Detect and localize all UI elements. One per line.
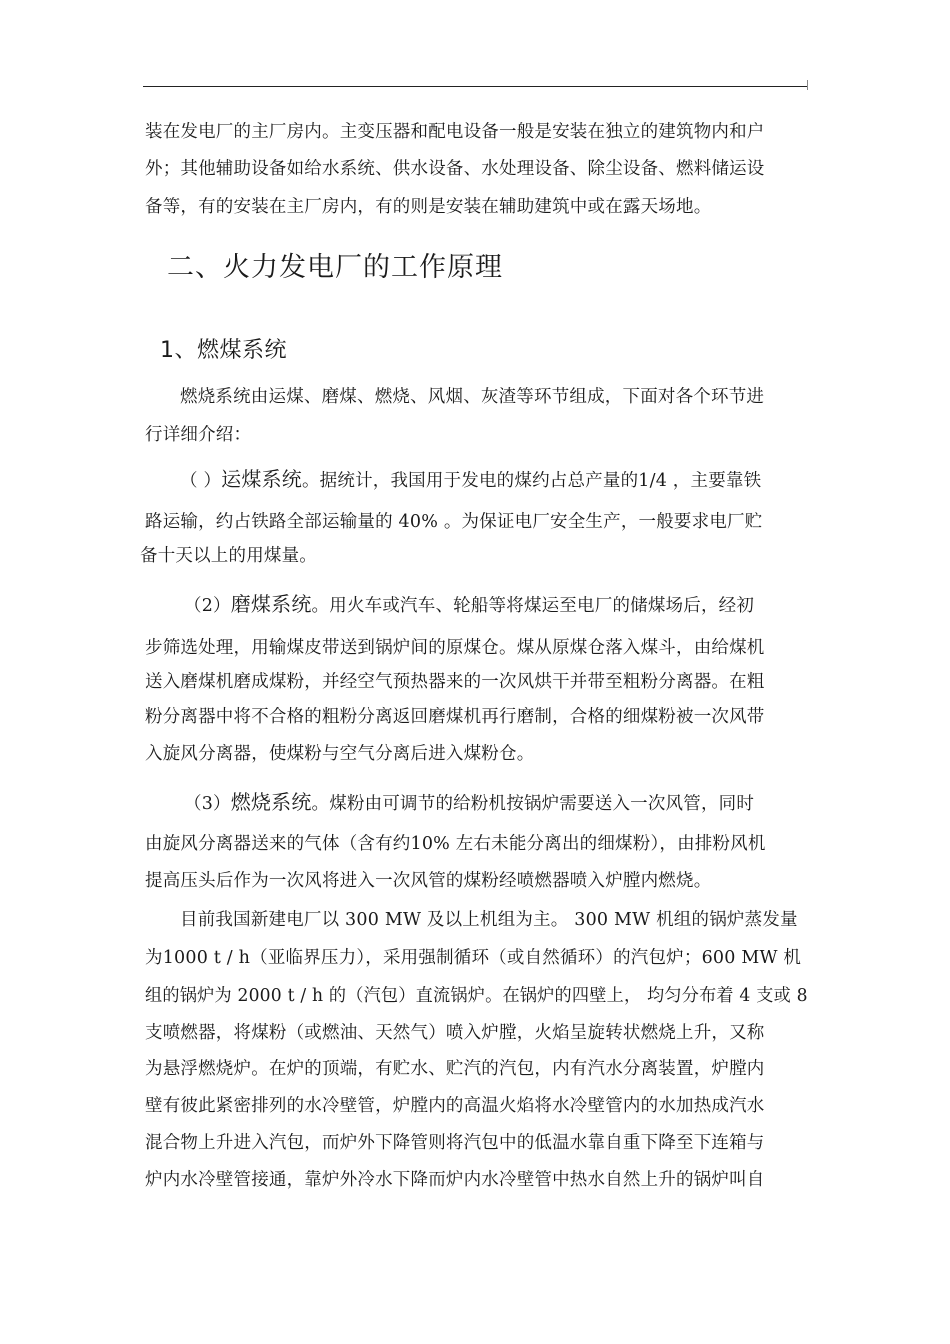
text-line: 行详细介绍： [145,425,252,445]
text-line: 步筛选处理，用输煤皮带送到锅炉间的原煤仓。煤从原煤仓落入煤斗，由给煤机 [145,638,765,658]
text-line: 壁有彼此紧密排列的水冷壁管，炉膛内的高温火焰将水冷壁管内的水加热成汽水 [145,1096,765,1116]
text-line: 炉内水冷壁管接通，靠炉外冷水下降而炉内水冷壁管中热水自然上升的锅炉叫自 [145,1170,765,1190]
text-line: 混合物上升进入汽包，而炉外下降管则将汽包中的低温水靠自重下降至下连箱与 [145,1133,765,1153]
header-corner-mark [807,80,808,90]
text-line: 为1000 t / h（亚临界压力），采用强制循环（或自然循环）的汽包炉；600 MW 机 [145,948,802,968]
list-number: （ ） [180,471,222,491]
list-number: （2） [184,596,231,616]
text-line: 装在发电厂的主厂房内。主变压器和配电设备一般是安装在独立的建筑物内和户 [145,122,765,142]
section-heading: 二、火力发电厂的工作原理 [167,252,503,283]
term-highlight: 运煤系统 [221,467,302,491]
text-line: 备等，有的安装在主厂房内，有的则是安装在辅助建筑中或在露天场地。 [145,197,712,217]
text-line: 提高压头后作为一次风将进入一次风管的煤粉经喷燃器喷入炉膛内燃烧。 [145,871,712,891]
text-line: 燃烧系统由运煤、磨煤、燃烧、风烟、灰渣等环节组成，下面对各个环节进 [180,387,765,407]
text-span: 。用火车或汽车、轮船等将煤运至电厂的储煤场后，经初 [311,596,755,616]
list-number: （3） [184,794,231,814]
text-line: 外；其他辅助设备如给水系统、供水设备、水处理设备、除尘设备、燃料储运设 [145,159,765,179]
term-highlight: 燃烧系统 [230,790,312,814]
text-span: 。据统计，我国用于发电的煤约占总产量的1/4 ，主要靠铁 [301,471,762,491]
text-line: 粉分离器中将不合格的粗粉分离返回磨煤机再行磨制，合格的细煤粉被一次风带 [145,707,765,727]
text-line: 备十天以上的用煤量。 [140,546,317,566]
text-line [184,790,754,816]
text-line: 支喷燃器，将煤粉（或燃油、天然气）喷入炉膛，火焰呈旋转状燃烧上升，又称 [145,1023,765,1043]
text-line: 入旋风分离器，使煤粉与空气分离后进入煤粉仓。 [145,744,535,764]
text-line: 路运输，约占铁路全部运输量的 40% 。为保证电厂安全生产，一般要求电厂贮 [145,512,763,532]
subsection-heading: 1、燃煤系统 [160,338,287,363]
term-highlight: 磨煤系统 [230,592,312,616]
text-line: 由旋风分离器送来的气体（含有约10% 左右未能分离出的细煤粉），由排粉风机 [145,834,766,854]
text-line: 为悬浮燃烧炉。在炉的顶端，有贮水、贮汽的汽包，内有汽水分离装置，炉膛内 [145,1059,765,1079]
text-line: 送入磨煤机磨成煤粉，并经空气预热器来的一次风烘干并带至粗粉分离器。在粗 [145,672,765,692]
text-line: 目前我国新建电厂以 300 MW 及以上机组为主。 300 MW 机组的锅炉蒸发量 [180,910,798,930]
header-rule [143,86,807,87]
text-span: 。煤粉由可调节的给粉机按锅炉需要送入一次风管，同时 [311,794,755,814]
text-line: 组的锅炉为 2000 t / h 的（汽包）直流锅炉。在锅炉的四壁上， 均匀分布着 4 支或 8 [145,986,808,1006]
text-line [180,467,761,493]
text-line [184,592,754,618]
